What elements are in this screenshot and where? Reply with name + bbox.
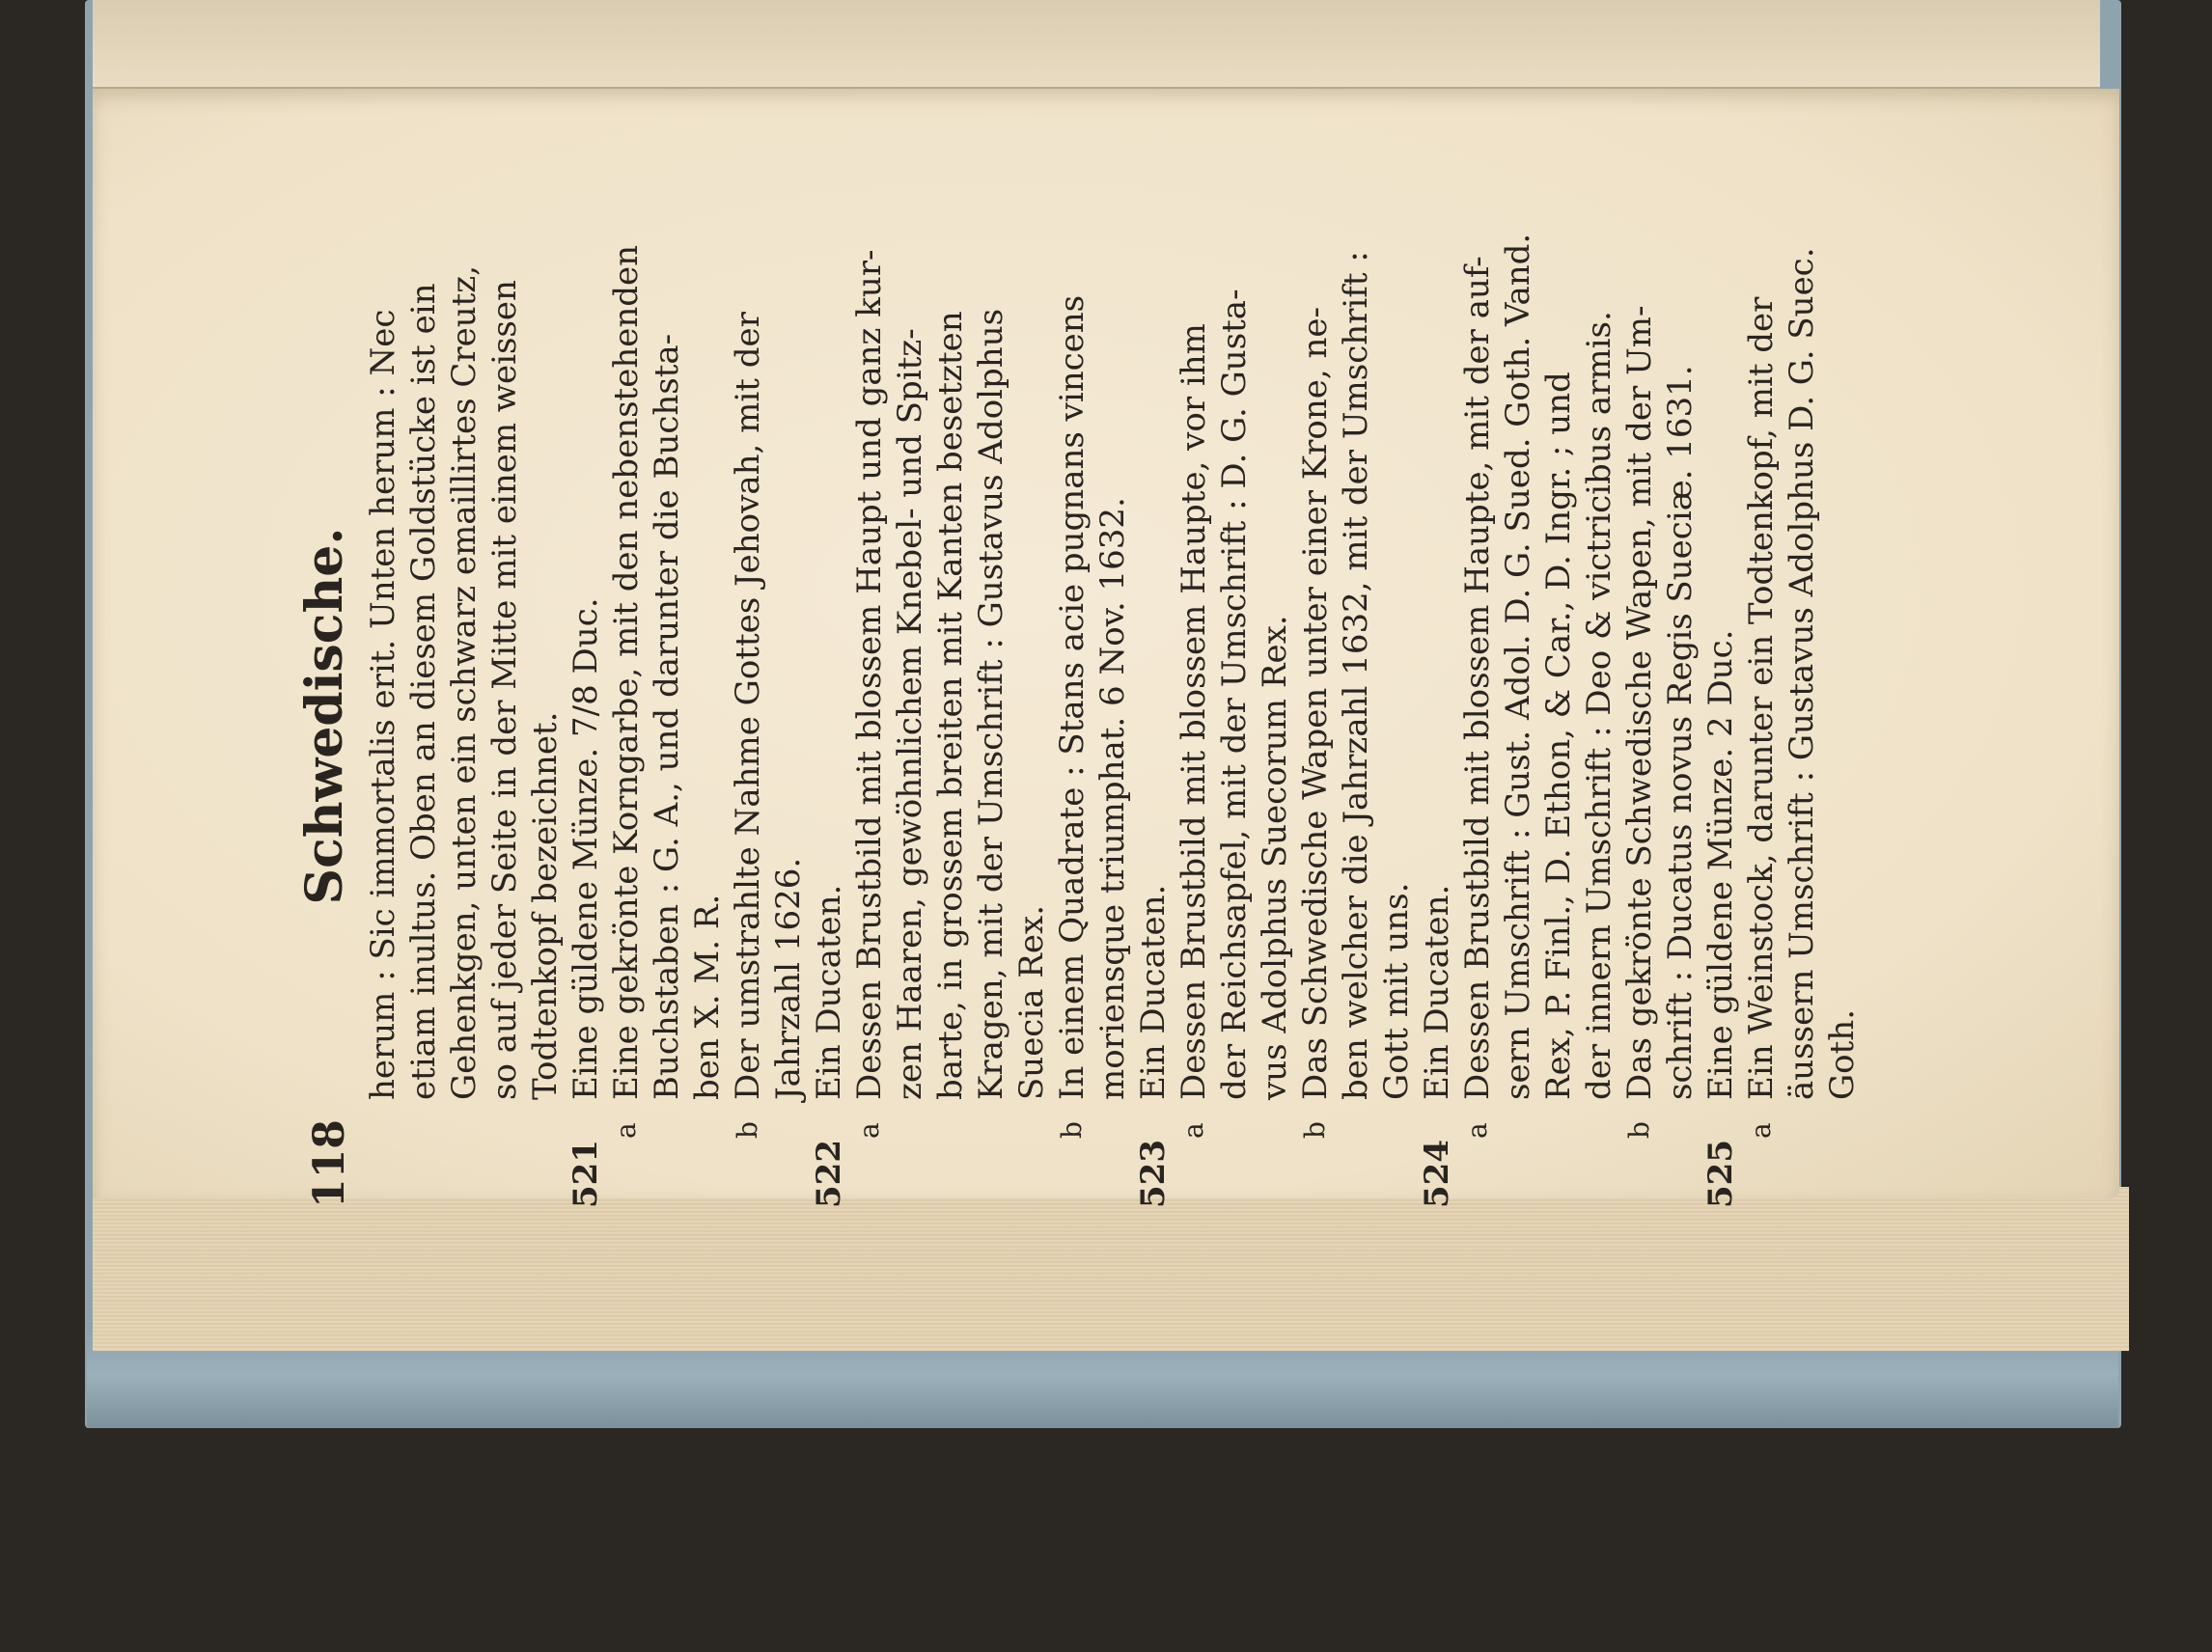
entry-number: [890, 1139, 930, 1208]
line-text: Das Schwedische Wapen unter einer Krone, ne-: [1296, 306, 1335, 1100]
text-line: [1092, 224, 1133, 1208]
entry-number: [525, 1139, 566, 1208]
entry-number: [971, 1139, 1011, 1208]
line-text: moriensque triumphat. 6 Nov. 1632.: [1093, 497, 1132, 1100]
text-line: [1822, 224, 1863, 1208]
line-text: Suecia Rex.: [1012, 904, 1051, 1100]
text-line: [1214, 224, 1255, 1208]
book-page: [93, 89, 2119, 1208]
entry-side-letter: b: [1299, 1121, 1331, 1139]
entry-side-letter: b: [1623, 1121, 1655, 1139]
entry-number: [1741, 1139, 1782, 1208]
entry-side-letter: a: [1745, 1122, 1777, 1139]
entry-number: [1255, 1139, 1295, 1208]
line-text: barte, in grossem breiten mit Kanten besetzten: [931, 311, 970, 1100]
line-text: Gott mit uns.: [1377, 882, 1416, 1100]
line-text: der Reichsapfel, mit der Umschrift : D. G. Gusta-: [1215, 289, 1254, 1100]
line-text: Todtenkopf bezeichnet.: [526, 711, 565, 1100]
entry-side-letter: [444, 1100, 484, 1139]
entry-number: [768, 1139, 809, 1208]
text-line: [1295, 224, 1336, 1208]
text-block: [295, 224, 2110, 1208]
text-line: [1498, 224, 1538, 1208]
entry-number: [1660, 1139, 1700, 1208]
line-text: Eine güldene Münze. 2 Duc.: [1701, 629, 1740, 1100]
entry-number: 525: [1701, 1140, 1740, 1208]
line-text: sern Umschrift : Gust. Adol. D. G. Sued. Goth. Vand.: [1499, 233, 1537, 1100]
entry-side-letter: [809, 1100, 849, 1139]
line-text: Ein Ducaten.: [1418, 884, 1456, 1100]
text-line: [1011, 224, 1052, 1208]
line-text: Der umstrahlte Nahme Gottes Jehovah, mit der: [729, 312, 767, 1100]
entry-number: [1174, 1139, 1214, 1208]
entry-side-letter: [1376, 1100, 1417, 1139]
entry-side-letter: [566, 1100, 606, 1139]
entry-number: [606, 1139, 647, 1208]
page-stack-edges: [93, 1187, 2129, 1351]
entry-number: [1214, 1139, 1255, 1208]
text-line: [606, 224, 647, 1208]
line-text: Kragen, mit der Umschrift : Gustavus Adolphus: [972, 308, 1010, 1100]
entry-side-letter: a: [1177, 1122, 1209, 1139]
line-text: Jahrzahl 1626.: [769, 857, 808, 1100]
entry-number: [1782, 1139, 1822, 1208]
entry-side-letter: [363, 1100, 403, 1139]
entry-number: [1011, 1139, 1052, 1208]
line-text: zen Haaren, gewöhnlichem Knebel- und Spitz-: [891, 328, 929, 1100]
entry-side-letter: [1579, 1100, 1619, 1139]
text-line: [930, 224, 971, 1208]
entry-side-letter: a: [610, 1122, 642, 1139]
entry-number: [930, 1139, 971, 1208]
entry-number: 522: [810, 1140, 848, 1208]
text-line: [1255, 224, 1295, 1208]
text-line: [403, 224, 444, 1208]
entry-side-letter: [890, 1100, 930, 1139]
previous-page-edge: [93, 0, 2100, 90]
line-text: Gehenkgen, unten ein schwarz emaillirtes Creutz,: [445, 264, 484, 1100]
line-text: vus Adolphus Suecorum Rex.: [1256, 615, 1294, 1100]
text-line: [1538, 224, 1579, 1208]
line-text: Dessen Brustbild mit blossem Haupte, mit der auf-: [1458, 256, 1497, 1100]
entry-number: [363, 1139, 403, 1208]
text-line: [444, 224, 484, 1208]
entry-number: [1538, 1139, 1579, 1208]
line-text: ben welcher die Jahrzahl 1632, mit der Umschrift :: [1337, 251, 1375, 1100]
line-text: etiam inultus. Oben an diesem Goldstücke ist ein: [404, 283, 443, 1100]
entry-side-letter: [403, 1100, 444, 1139]
entry-side-letter: [1498, 1100, 1538, 1139]
text-line: [687, 224, 728, 1208]
line-text: herum : Sic immortalis erit. Unten herum : Nec: [364, 309, 402, 1100]
entry-number: 521: [567, 1140, 605, 1208]
entry-number: [1376, 1139, 1417, 1208]
line-text: Eine güldene Münze. 7/8 Duc.: [567, 597, 605, 1100]
entry-number: [687, 1139, 728, 1208]
line-text: Eine gekrönte Korngarbe, mit den nebenstehenden: [607, 244, 646, 1100]
entry-side-letter: [647, 1100, 687, 1139]
entry-side-letter: [525, 1100, 566, 1139]
entry-number: [403, 1139, 444, 1208]
text-line: [768, 224, 809, 1208]
entry-side-letter: [1782, 1100, 1822, 1139]
text-line: [566, 224, 606, 1208]
entry-side-letter: [1133, 1100, 1174, 1139]
text-line: [484, 224, 525, 1208]
line-text: Ein Ducaten.: [1134, 884, 1173, 1100]
entry-side-letter: [930, 1100, 971, 1139]
entry-side-letter: [971, 1100, 1011, 1139]
text-line: [1700, 224, 1741, 1208]
entry-side-letter: [1417, 1100, 1457, 1139]
entry-number: [728, 1139, 768, 1208]
page-header: [295, 224, 363, 1208]
text-line: [1782, 224, 1822, 1208]
line-text: der innern Umschrift : Deo & victricibus armis.: [1580, 311, 1618, 1100]
entry-number: [1457, 1139, 1498, 1208]
text-line: [1133, 224, 1174, 1208]
entry-number: [849, 1139, 890, 1208]
entry-side-letter: [768, 1100, 809, 1139]
text-line: [1619, 224, 1660, 1208]
text-line: [1741, 224, 1782, 1208]
entry-side-letter: [1336, 1100, 1376, 1139]
text-line: [1457, 224, 1498, 1208]
line-text: Dessen Brustbild mit blossem Haupt und ganz kur-: [850, 249, 889, 1100]
line-text: Ein Weinstock, darunter ein Todtenkopf, mit der: [1742, 296, 1781, 1100]
text-line: [1579, 224, 1619, 1208]
page-number: 118: [305, 1119, 354, 1208]
entry-side-letter: [1255, 1100, 1295, 1139]
entry-side-letter: a: [853, 1122, 885, 1139]
entry-number: [1092, 1139, 1133, 1208]
text-line: [647, 224, 687, 1208]
line-text: Dessen Brustbild mit blossem Haupte, vor ihm: [1175, 323, 1213, 1100]
entry-number: [1295, 1139, 1336, 1208]
entry-side-letter: [1011, 1100, 1052, 1139]
text-lines: [363, 224, 1863, 1208]
entry-number: [1498, 1139, 1538, 1208]
text-line: [1417, 224, 1457, 1208]
entry-number: [1579, 1139, 1619, 1208]
entry-side-letter: [484, 1100, 525, 1139]
entry-number: [647, 1139, 687, 1208]
entry-number: 524: [1418, 1140, 1456, 1208]
line-text: Rex, P. Finl., D. Ethon, & Car., D. Ingr. ; und: [1539, 372, 1578, 1100]
entry-side-letter: [1092, 1100, 1133, 1139]
entry-number: [1619, 1139, 1660, 1208]
entry-number: 523: [1134, 1140, 1173, 1208]
entry-number: [1822, 1139, 1863, 1208]
line-text: ben X. M. R.: [688, 894, 727, 1100]
line-text: so auf jeder Seite in der Mitte mit einem weissen: [485, 280, 524, 1100]
line-text: schrift : Ducatus novus Regis Sueciæ. 1631.: [1661, 365, 1700, 1100]
entry-side-letter: [1660, 1100, 1700, 1139]
entry-number: [1336, 1139, 1376, 1208]
entry-side-letter: [1214, 1100, 1255, 1139]
entry-side-letter: [687, 1100, 728, 1139]
entry-number: [444, 1139, 484, 1208]
entry-side-letter: [1822, 1100, 1863, 1139]
entry-side-letter: [1538, 1100, 1579, 1139]
text-line: [849, 224, 890, 1208]
text-line: [809, 224, 849, 1208]
entry-side-letter: a: [1461, 1122, 1493, 1139]
entry-side-letter: [1700, 1100, 1741, 1139]
text-line: [971, 224, 1011, 1208]
line-text: Ein Ducaten.: [810, 884, 848, 1100]
entry-side-letter: b: [732, 1121, 763, 1139]
text-line: [525, 224, 566, 1208]
line-text: Das gekrönte Schwedische Wapen, mit der Um-: [1620, 305, 1659, 1100]
line-text: äussern Umschrift : Gustavus Adolphus D. G. Suec.: [1783, 247, 1821, 1100]
line-text: Goth.: [1823, 1009, 1862, 1100]
text-line: [728, 224, 768, 1208]
text-line: [1336, 224, 1376, 1208]
text-line: [1376, 224, 1417, 1208]
entry-side-letter: b: [1056, 1121, 1088, 1139]
line-text: In einem Quadrate : Stans acie pugnans vincens: [1053, 294, 1092, 1100]
page-title: Schwedische.: [295, 527, 354, 905]
text-line: [363, 224, 403, 1208]
text-line: [1052, 224, 1092, 1208]
text-line: [1174, 224, 1214, 1208]
text-line: [890, 224, 930, 1208]
entry-number: [484, 1139, 525, 1208]
text-line: [1660, 224, 1700, 1208]
line-text: Buchstaben : G. A., und darunter die Buchsta-: [648, 333, 686, 1100]
entry-number: [1052, 1139, 1092, 1208]
